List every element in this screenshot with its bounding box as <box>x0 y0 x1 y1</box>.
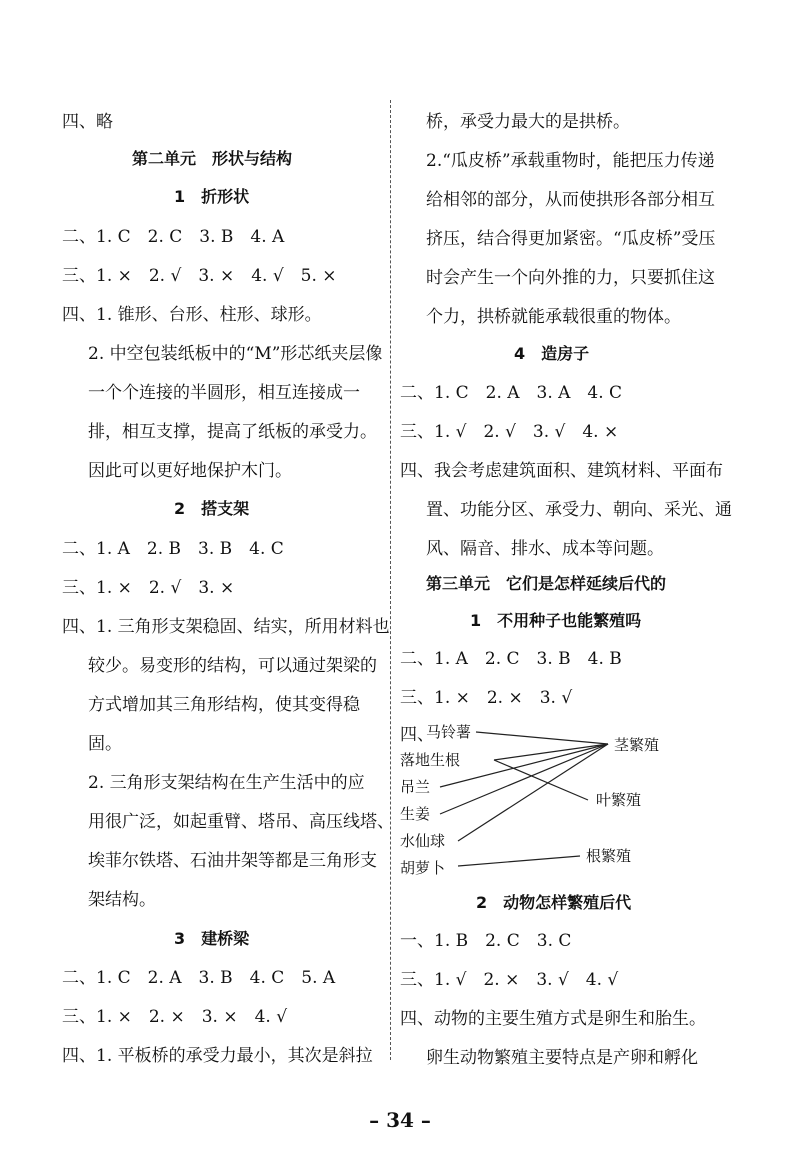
text-line: 三、1. × 2. √ 3. × 4. √ 5. × <box>62 266 337 286</box>
text-line: 架结构。 <box>88 890 156 910</box>
text-line: 四、略 <box>62 112 113 132</box>
text-line: 二、1. A 2. C 3. B 4. B <box>400 649 622 669</box>
section-heading: 4 造房子 <box>514 344 590 363</box>
match-line <box>458 744 608 841</box>
text-line: 因此可以更好地保护木门。 <box>88 461 292 481</box>
text-line: 二、1. C 2. A 3. A 4. C <box>400 383 623 403</box>
text-line: 四、 <box>400 725 434 745</box>
match-right-item: 茎繁殖 <box>614 736 660 754</box>
text-line: 二、1. C 2. C 3. B 4. A <box>62 227 285 247</box>
text-line: 排，相互支撑，提高了纸板的承受力。 <box>88 422 377 442</box>
match-line <box>476 732 608 744</box>
text-line: 挤压，结合得更加紧密。“瓜皮桥”受压 <box>426 229 716 249</box>
text-line: 风、隔音、排水、成本等问题。 <box>426 539 664 559</box>
text-line: 二、1. A 2. B 3. B 4. C <box>62 539 284 559</box>
matching-lines <box>400 720 640 880</box>
match-right-item: 叶繁殖 <box>596 791 642 809</box>
text-line: 给相邻的部分，从而使拱形各部分相互 <box>426 190 715 210</box>
text-line: 三、1. × 2. √ 3. × <box>62 578 235 598</box>
text-line: 方式增加其三角形结构，使其变得稳 <box>88 695 360 715</box>
text-line: 2. 中空包装纸板中的“M”形芯纸夹层像 <box>88 344 383 364</box>
text-line: 三、1. √ 2. × 3. √ 4. √ <box>400 970 619 990</box>
text-line: 置、功能分区、承受力、朝向、采光、通 <box>426 500 732 520</box>
match-left-item: 马铃薯 <box>426 723 472 741</box>
text-line: 一、1. B 2. C 3. C <box>400 931 572 951</box>
text-line: 用很广泛，如起重臂、塔吊、高压线塔、 <box>88 812 394 832</box>
text-line: 固。 <box>88 734 122 754</box>
unit-heading: 第二单元 形状与结构 <box>132 149 293 168</box>
text-line: 二、1. C 2. A 3. B 4. C 5. A <box>62 968 336 988</box>
match-left-item: 吊兰 <box>400 778 431 796</box>
section-heading: 1 不用种子也能繁殖吗 <box>470 611 642 630</box>
text-line: 四、动物的主要生殖方式是卵生和胎生。 <box>400 1009 706 1029</box>
page-number: – 34 – <box>369 1108 431 1132</box>
match-left-item: 生姜 <box>400 805 431 823</box>
text-line: 一个个连接的半圆形，相互连接成一 <box>88 383 360 403</box>
text-line: 四、1. 锥形、台形、柱形、球形。 <box>62 305 322 325</box>
match-right-item: 根繁殖 <box>586 847 632 865</box>
text-line: 桥，承受力最大的是拱桥。 <box>426 112 630 132</box>
match-line <box>440 744 608 814</box>
section-heading: 2 动物怎样繁殖后代 <box>476 893 632 912</box>
match-left-item: 落地生根 <box>400 751 461 769</box>
section-heading: 2 搭支架 <box>174 499 250 518</box>
match-line <box>458 856 580 866</box>
unit-heading: 第三单元 它们是怎样延续后代的 <box>426 574 667 593</box>
text-line: 个力，拱桥就能承载很重的物体。 <box>426 307 681 327</box>
text-line: 2. 三角形支架结构在生产生活中的应 <box>88 773 365 793</box>
section-heading: 1 折形状 <box>174 187 250 206</box>
text-line: 卵生动物繁殖主要特点是产卵和孵化 <box>426 1048 698 1068</box>
text-line: 三、1. × 2. × 3. × 4. √ <box>62 1007 288 1027</box>
text-line: 四、1. 平板桥的承受力最小，其次是斜拉 <box>62 1046 373 1066</box>
match-line <box>440 744 608 787</box>
text-line: 2.“瓜皮桥”承载重物时，能把压力传递 <box>426 151 715 171</box>
text-line: 三、1. √ 2. √ 3. √ 4. × <box>400 422 619 442</box>
text-line: 较少。易变形的结构，可以通过架梁的 <box>88 656 377 676</box>
text-line: 四、1. 三角形支架稳固、结实，所用材料也 <box>62 617 390 637</box>
text-line: 三、1. × 2. × 3. √ <box>400 688 573 708</box>
match-left-item: 胡萝卜 <box>400 859 446 877</box>
text-line: 埃菲尔铁塔、石油井架等都是三角形支 <box>88 851 377 871</box>
match-line <box>494 744 608 760</box>
text-line: 四、我会考虑建筑面积、建筑材料、平面布 <box>400 461 723 481</box>
text-line: 时会产生一个向外推的力，只要抓住这 <box>426 268 715 288</box>
section-heading: 3 建桥梁 <box>174 929 250 948</box>
match-left-item: 水仙球 <box>400 832 446 850</box>
column-divider <box>390 100 391 1060</box>
